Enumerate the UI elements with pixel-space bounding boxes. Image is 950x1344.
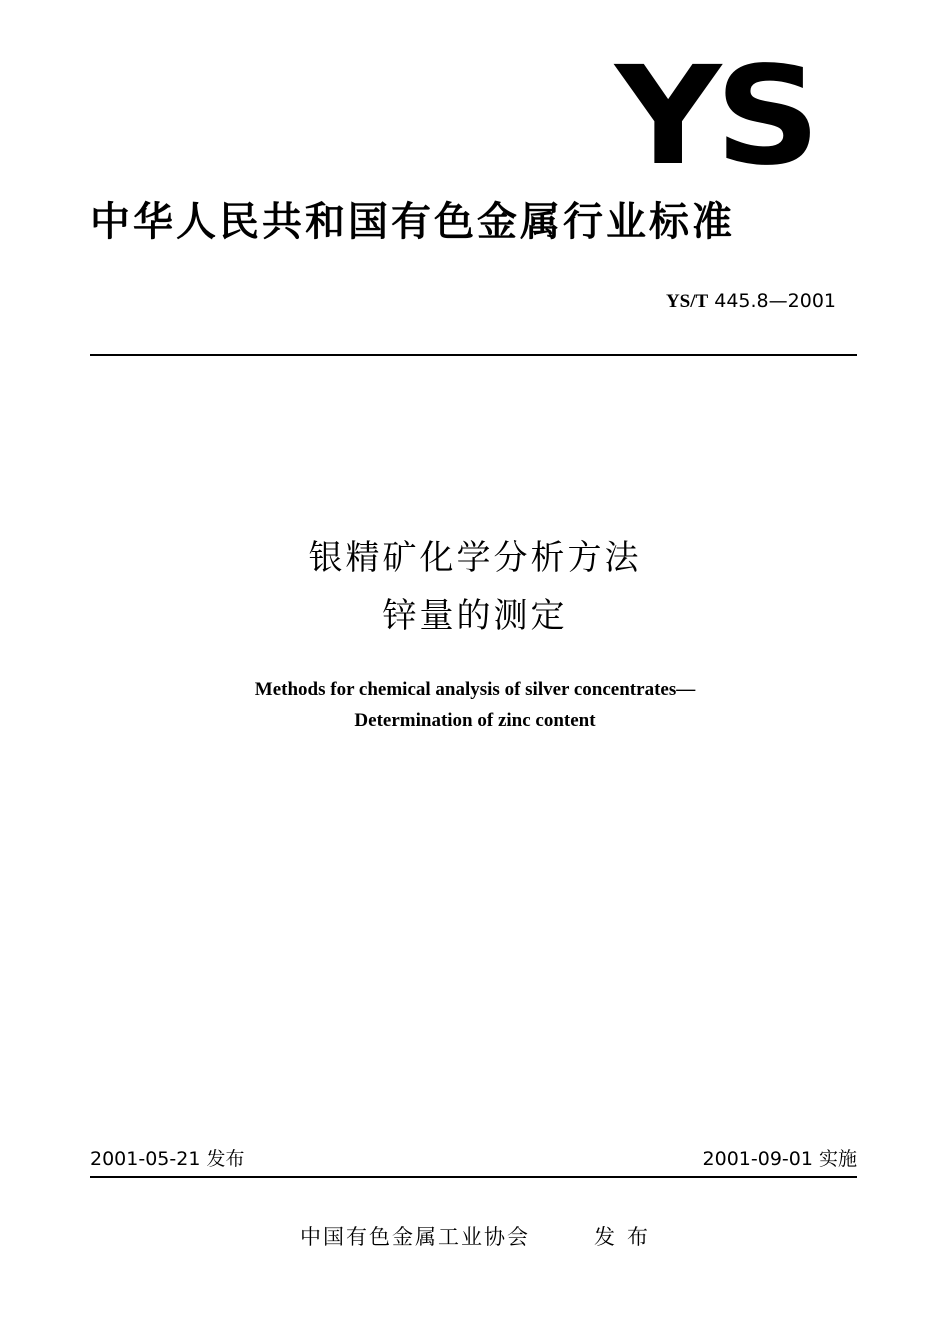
implementation-date: 2001-09-01 实施: [702, 1148, 857, 1170]
english-title-line2: Determination of zinc content: [354, 710, 596, 731]
standard-code: [666, 288, 836, 315]
standard-code-prefix: YS/T: [665, 291, 709, 312]
top-divider: [90, 354, 857, 356]
chinese-title-line2: 锌量的测定: [382, 596, 568, 636]
publish-label: 发布: [594, 1225, 660, 1249]
english-title-line1: Methods for chemical analysis of silver concentrates—: [254, 679, 696, 700]
chinese-title-line1: 银精矿化学分析方法: [308, 538, 642, 578]
bottom-divider: [90, 1176, 857, 1178]
standard-code-number: 445.8—2001: [714, 290, 836, 312]
issue-date: 2001-05-21 发布: [90, 1148, 245, 1170]
publisher-name: 中国有色金属工业协会: [300, 1225, 530, 1249]
ys-logo: YS: [615, 38, 815, 196]
standard-title: 中华人民共和国有色金属行业标准: [90, 199, 735, 245]
